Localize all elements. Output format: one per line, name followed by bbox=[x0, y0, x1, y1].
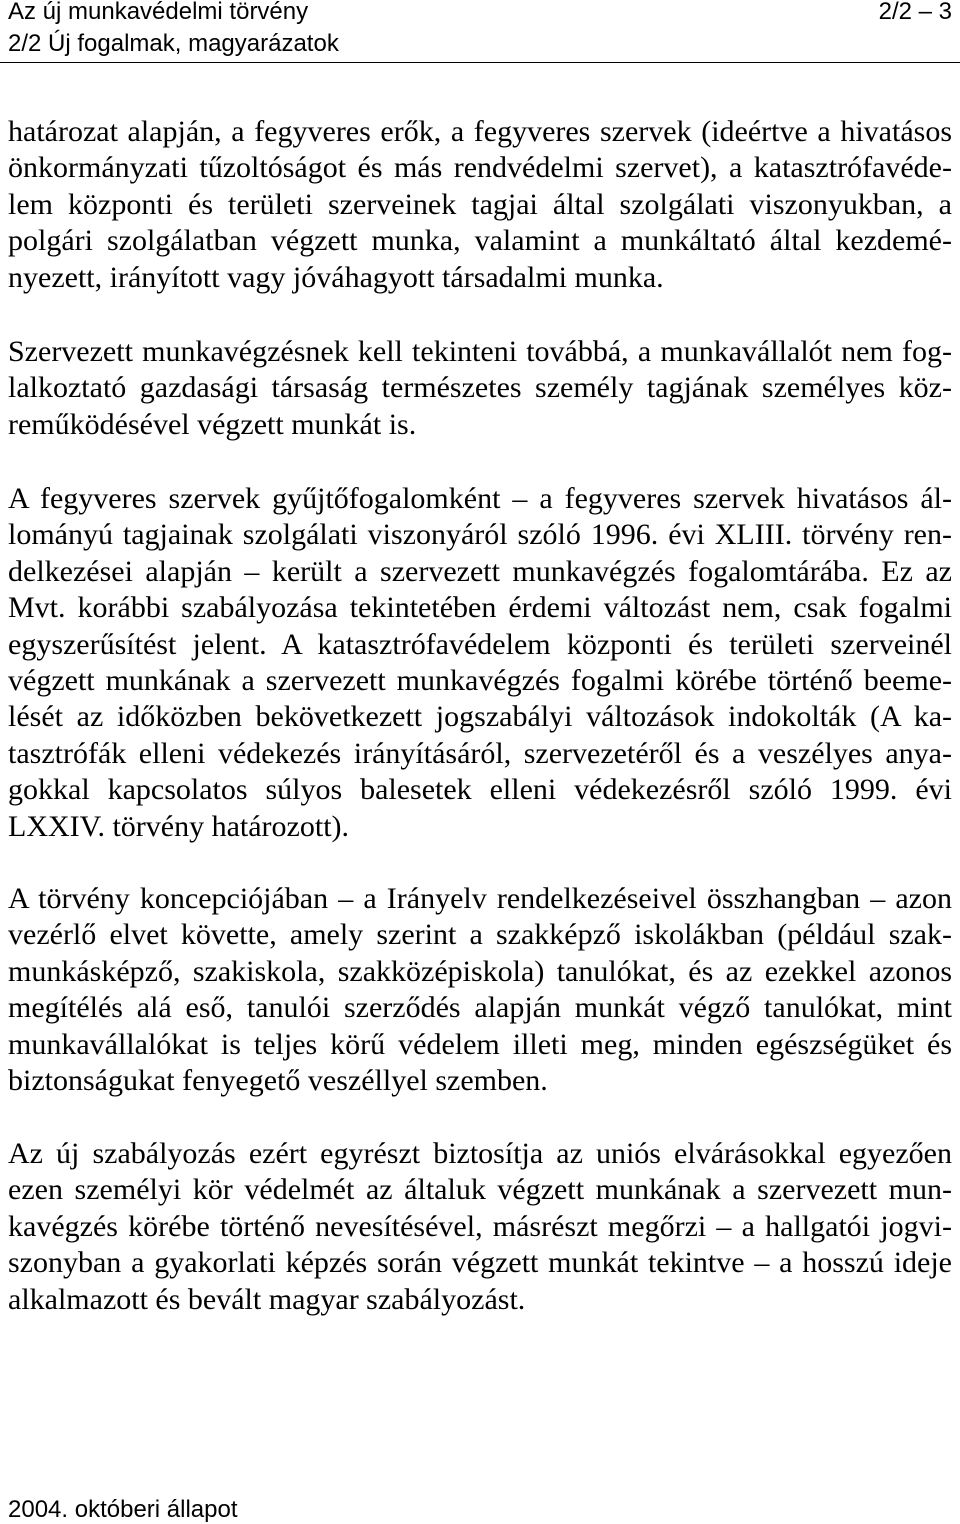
text-line: Szervezett munkavégzésnek kell tekinteni továbbá, a munkavállalót nem fog- bbox=[8, 335, 952, 368]
text-line: végzett munkának a szervezett munkavégzés fogalmi körébe történő beeme- bbox=[8, 663, 952, 697]
paragraph-4 bbox=[8, 881, 952, 1099]
text-line: lalkoztató gazdasági társaság természetes személy tagjának személyes köz- bbox=[8, 371, 952, 405]
paragraph-1 bbox=[8, 114, 952, 296]
text-line: LXXIV. törvény határozott). bbox=[8, 809, 350, 843]
text-line: munkásképző, szakiskola, szakközépiskola) tanulókat, és az ezekkel azonos bbox=[8, 954, 952, 988]
text-line: ezen személyi kör védelmét az általuk végzett munkának a szervezett mun- bbox=[8, 1173, 952, 1207]
section-title: 2/2 Új fogalmak, magyarázatok bbox=[8, 30, 339, 57]
text-line: lem központi és területi szerveinek tagjai által szolgálati viszonyukban, a bbox=[8, 187, 952, 221]
text-line: reműködésével végzett munkát is. bbox=[8, 407, 417, 441]
text-line: biztonságukat fenyegető veszéllyel szemben. bbox=[8, 1063, 548, 1097]
text-line: szonyban a gyakorlati képzés során végzett munkát tekintve – a hosszú ideje bbox=[8, 1246, 952, 1280]
text-line: munkavállalókat is teljes körű védelem illeti meg, minden egészségüket és bbox=[8, 1027, 952, 1061]
footer-status: 2004. októberi állapot bbox=[8, 1496, 238, 1523]
text-line: nyezett, irányított vagy jóváhagyott társadalmi munka. bbox=[8, 260, 664, 294]
text-line: egyszerűsítést jelent. A katasztrófavédelem központi és területi szerveinél bbox=[8, 627, 952, 661]
text-line: tasztrófák elleni védekezés irányításáról, szervezetéről és a veszélyes anya- bbox=[8, 736, 952, 770]
text-line: kavégzés körébe történő nevesítésével, másrészt megőrzi – a hallgatói jogvi- bbox=[8, 1209, 952, 1243]
text-line: delkezései alapján – került a szervezett munkavégzés fogalomtárába. Ez az bbox=[8, 554, 952, 588]
text-line: A törvény koncepciójában – a Irányelv rendelkezéseivel összhangban – azon bbox=[8, 882, 952, 915]
header-divider bbox=[0, 62, 960, 63]
paragraph-3 bbox=[8, 481, 952, 845]
page-number: 2/2 – 3 bbox=[878, 0, 952, 25]
text-line: polgári szolgálatban végzett munka, valamint a munkáltató által kezdemé- bbox=[8, 224, 952, 258]
text-line: A fegyveres szervek gyűjtőfogalomként – a fegyveres szervek hivatásos ál- bbox=[8, 482, 952, 515]
document-title: Az új munkavédelmi törvény bbox=[8, 0, 309, 25]
text-line: lését az időközben bekövetkezett jogszabályi változások indokolták (A ka- bbox=[8, 700, 952, 734]
text-line: önkormányzati tűzoltóságot és más rendvédelmi szervet), a katasztrófavéde- bbox=[8, 151, 952, 185]
paragraph-2 bbox=[8, 334, 952, 443]
text-line: lományú tagjainak szolgálati viszonyáról szóló 1996. évi XLIII. törvény ren- bbox=[8, 518, 952, 552]
text-line: határozat alapján, a fegyveres erők, a fegyveres szervek (ideértve a hivatásos bbox=[8, 115, 952, 148]
text-line: alkalmazott és bevált magyar szabályozást. bbox=[8, 1282, 526, 1316]
text-line: gokkal kapcsolatos súlyos balesetek elleni védekezésről szóló 1999. évi bbox=[8, 773, 952, 807]
paragraph-5 bbox=[8, 1136, 952, 1318]
text-line: megítélés alá eső, tanulói szerződés alapján munkát végző tanulókat, mint bbox=[8, 991, 952, 1025]
text-line: Az új szabályozás ezért egyrészt biztosítja az uniós elvárásokkal egyezően bbox=[8, 1137, 952, 1170]
text-line: Mvt. korábbi szabályozása tekintetében érdemi változást nem, csak fogalmi bbox=[8, 591, 952, 625]
text-line: vezérlő elvet követte, amely szerint a szakképző iskolákban (például szak- bbox=[8, 918, 952, 952]
